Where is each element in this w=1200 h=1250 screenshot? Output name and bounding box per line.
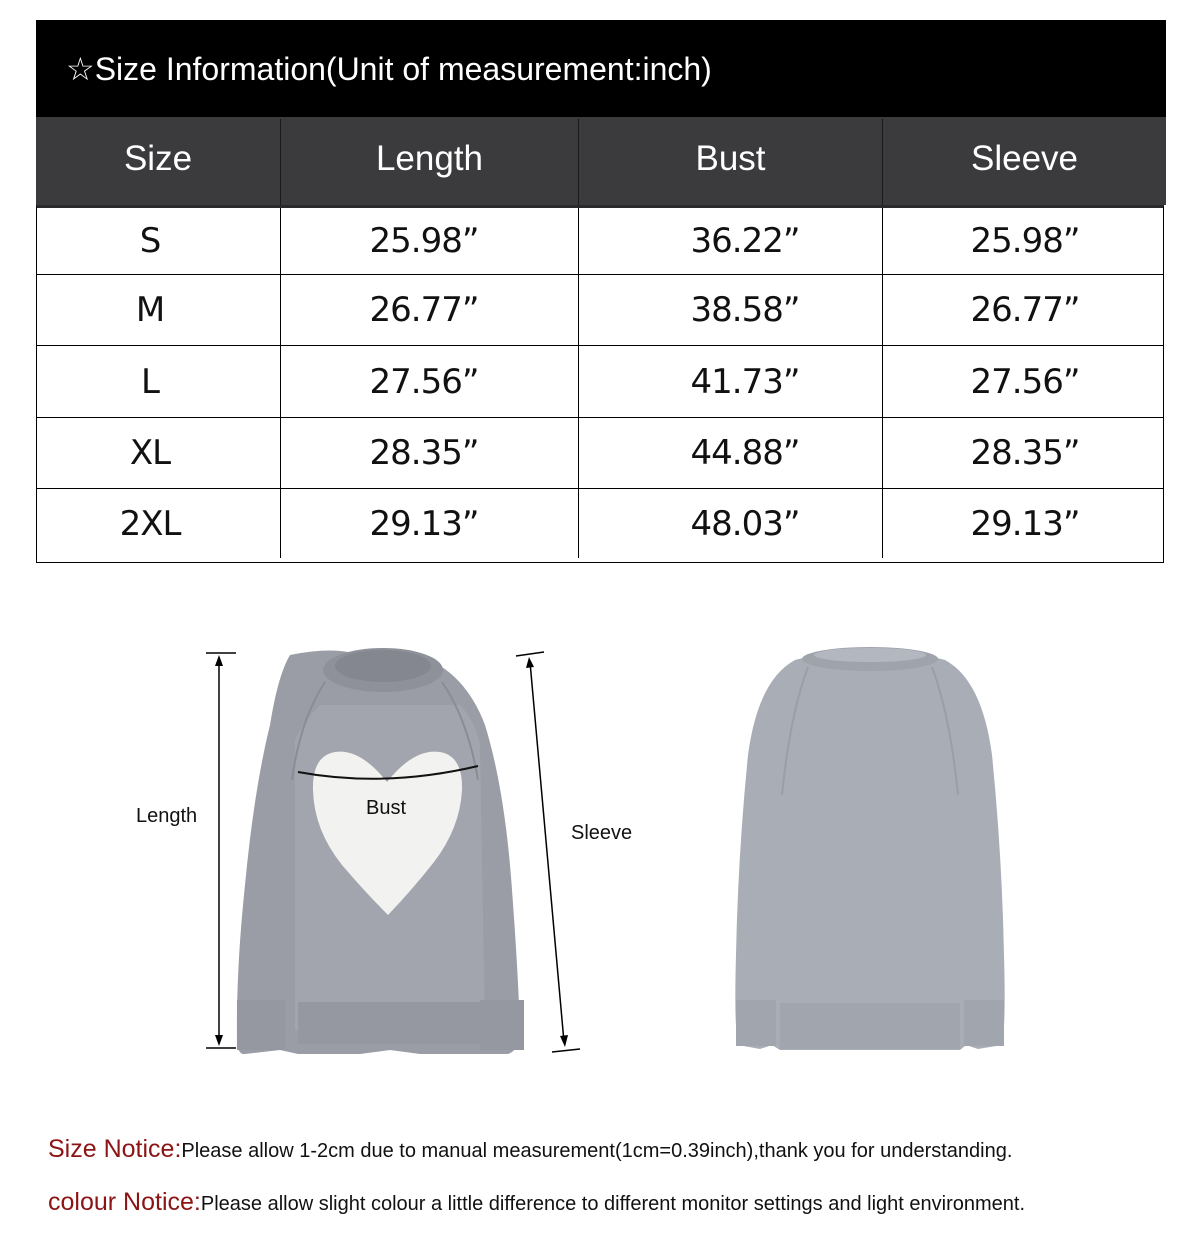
- length-label: Length: [136, 805, 198, 827]
- table-row: [37, 489, 1163, 559]
- size-info-title: [66, 50, 712, 88]
- cell-length: 28.35”: [369, 433, 479, 473]
- size-notice-text: Please allow 1-2cm due to manual measurement(1cm=0.39inch),thank you for understanding.: [181, 1140, 1013, 1162]
- header-length: Length: [375, 139, 484, 178]
- table-row: [37, 208, 1163, 275]
- cell-length: 29.13”: [369, 504, 479, 544]
- cell-sleeve: 28.35”: [970, 433, 1080, 473]
- length-measure-arrow: [206, 653, 236, 1048]
- size-notice-key: Size Notice:: [48, 1135, 182, 1163]
- cell-bust: 36.22”: [690, 221, 800, 261]
- cell-sleeve: 27.56”: [970, 361, 1080, 402]
- cell-length: 25.98”: [369, 221, 479, 261]
- cell-size: S: [139, 221, 161, 261]
- table-header-row: [36, 117, 1166, 205]
- cell-size: 2XL: [119, 504, 181, 544]
- header-bust: Bust: [695, 139, 766, 178]
- bust-label: Bust: [366, 797, 407, 819]
- cell-length: 26.77”: [369, 290, 479, 330]
- colour-notice-key: colour Notice:: [48, 1188, 201, 1216]
- cell-sleeve: 25.98”: [970, 221, 1080, 261]
- cell-sleeve: 29.13”: [970, 504, 1080, 544]
- table-row: [37, 346, 1163, 418]
- colour-notice: [48, 1188, 1025, 1217]
- table-row: [37, 418, 1163, 489]
- cell-bust: 41.73”: [690, 361, 800, 402]
- header-sleeve: Sleeve: [970, 139, 1079, 178]
- star-outline-icon: ☆: [66, 51, 95, 87]
- cell-size: XL: [129, 433, 171, 473]
- cell-size: L: [141, 361, 159, 402]
- cell-bust: 44.88”: [690, 433, 800, 473]
- table-row: [37, 275, 1163, 346]
- cell-length: 27.56”: [369, 361, 479, 402]
- cell-sleeve: 26.77”: [970, 290, 1080, 330]
- title-text: Size Information(Unit of measurement:inch): [94, 51, 712, 87]
- size-notice: [48, 1135, 1012, 1164]
- cell-size: M: [135, 290, 165, 330]
- cell-bust: 48.03”: [690, 504, 800, 544]
- cell-bust: 38.58”: [690, 290, 800, 330]
- table-body: [36, 205, 1164, 563]
- sweater-front-figure: [120, 630, 660, 1070]
- colour-notice-text: Please allow slight colour a little difference to different monitor settings and light environment.: [200, 1193, 1026, 1215]
- header-size: Size: [123, 139, 193, 178]
- title-bar: [36, 20, 1166, 117]
- sleeve-measure-arrow: [516, 652, 580, 1052]
- sweater-back-image: [730, 645, 1010, 1065]
- sleeve-label: Sleeve: [571, 822, 633, 844]
